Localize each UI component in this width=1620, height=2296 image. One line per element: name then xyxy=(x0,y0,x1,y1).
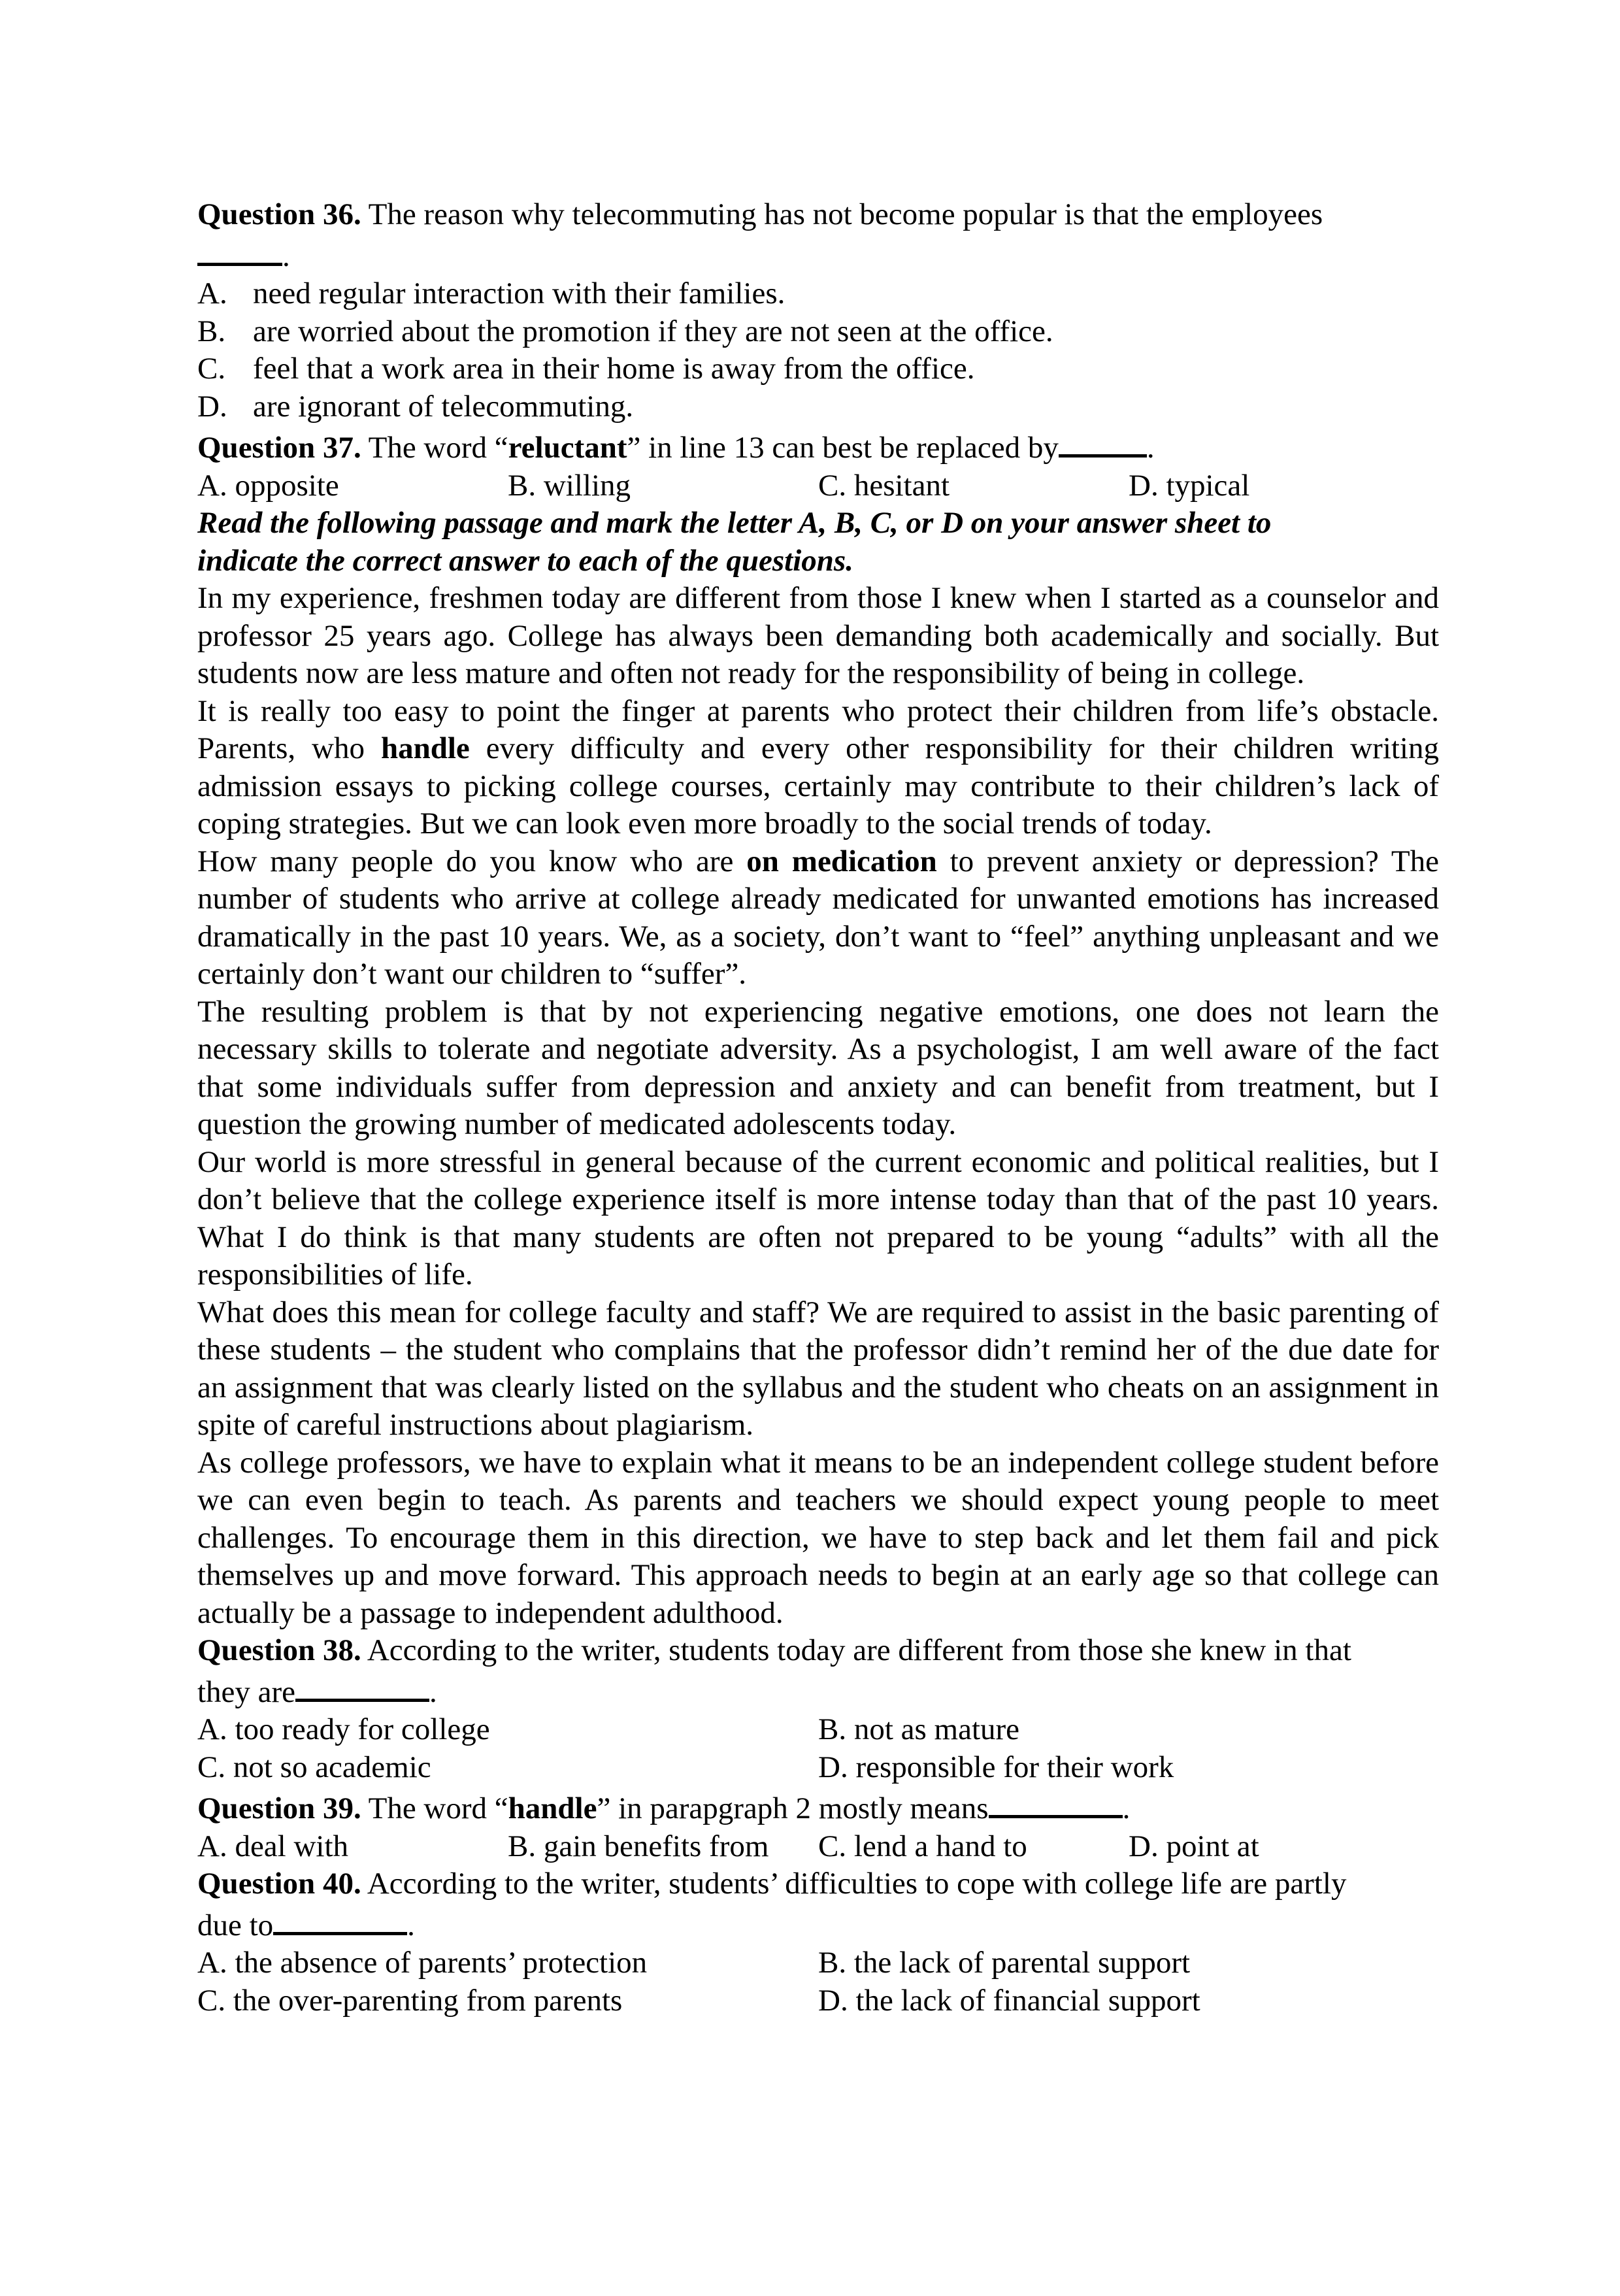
reading-passage xyxy=(197,580,1439,1632)
question-39-stem xyxy=(197,1786,1439,1828)
option-c[interactable]: C. not so academic xyxy=(197,1750,431,1784)
passage-paragraph-1: In my experience, freshmen today are different from those I knew when I started as a counselor and professor 25 years ago. College has always been demanding both academically and socially. But students now are less mature and often not ready for the responsibility of being in college. xyxy=(197,581,1439,690)
option-d[interactable] xyxy=(197,388,1439,426)
question-text: ” in parapgraph 2 mostly means xyxy=(597,1791,989,1825)
highlighted-phrase: on medication xyxy=(746,844,937,878)
option-a[interactable]: A. the absence of parents’ protection xyxy=(197,1946,648,1980)
period: . xyxy=(407,1908,415,1942)
option-letter: D. xyxy=(197,389,227,424)
exam-page xyxy=(197,196,1439,2020)
option-b[interactable]: B. gain benefits from xyxy=(508,1829,769,1863)
question-label: Question 39. xyxy=(197,1791,361,1825)
option-a[interactable]: A. too ready for college xyxy=(197,1712,490,1746)
options-row xyxy=(197,1711,1439,1749)
option-c[interactable]: C. hesitant xyxy=(818,468,950,503)
options-row xyxy=(197,1749,1439,1787)
question-36-stem xyxy=(197,196,1439,234)
question-40-stem-cont xyxy=(197,1903,1439,1945)
question-40 xyxy=(197,1865,1439,2020)
answer-blank xyxy=(989,1786,1123,1818)
options-row xyxy=(197,1982,1439,2020)
option-text: are ignorant of telecommuting. xyxy=(253,389,634,424)
option-a[interactable]: A. opposite xyxy=(197,468,339,503)
option-c[interactable]: C. the over-parenting from parents xyxy=(197,1983,623,2018)
option-text: need regular interaction with their families. xyxy=(253,276,785,310)
question-label: Question 38. xyxy=(197,1633,361,1667)
keyword: reluctant xyxy=(508,431,627,465)
passage-paragraph-2 xyxy=(197,693,1439,843)
question-37 xyxy=(197,425,1439,505)
instructions-line: indicate the correct answer to each of the questions. xyxy=(197,543,853,578)
paragraph-text: to prevent anxiety or depression? The number of students who arrive at college already medicated for unwanted emotions has increased dramatically in the past 10 years. We, as a society, don’t want to “feel” anything unpleasant and we certainly don’t want our children to “suffer”. xyxy=(197,844,1439,991)
question-text: they are xyxy=(197,1674,296,1709)
answer-blank xyxy=(273,1903,407,1935)
period: . xyxy=(1146,431,1155,465)
option-a[interactable]: A. deal with xyxy=(197,1829,349,1863)
paragraph-text: How many people do you know who are xyxy=(197,844,747,878)
option-c[interactable] xyxy=(197,350,1439,388)
keyword: handle xyxy=(508,1791,597,1825)
question-label: Question 37. xyxy=(197,431,361,465)
question-36 xyxy=(197,196,1439,425)
question-38-stem-cont xyxy=(197,1670,1439,1712)
question-text: The reason why telecommuting has not become popular is that the employees xyxy=(361,197,1323,231)
passage-instructions xyxy=(197,505,1439,580)
question-38 xyxy=(197,1632,1439,1786)
instructions-line: Read the following passage and mark the letter A, B, C, or D on your answer sheet to xyxy=(197,506,1272,540)
option-b[interactable]: B. the lack of parental support xyxy=(818,1946,1191,1980)
answer-blank xyxy=(197,234,282,266)
option-text: feel that a work area in their home is away from the office. xyxy=(253,352,975,386)
options-row xyxy=(197,467,1439,505)
passage-paragraph-4: The resulting problem is that by not experiencing negative emotions, one does not learn the necessary skills to tolerate and negotiate adversity. As a psychologist, I am well aware of the fact that some individuals suffer from depression and anxiety and can benefit from treatment, but I question the growing number of medicated adolescents today. xyxy=(197,994,1439,1141)
options-row xyxy=(197,1944,1439,1982)
option-d[interactable]: D. typical xyxy=(1129,468,1250,503)
paragraph-text: every difficulty and every other responsibility for their children writing admission essays to picking college courses, certainly may contribute to their children’s lack of coping strategies. But we can look even more broadly to the social trends of today. xyxy=(197,731,1439,840)
question-40-stem xyxy=(197,1865,1439,1903)
answer-blank xyxy=(295,1670,429,1702)
question-text: The word “ xyxy=(361,431,508,465)
option-text: are worried about the promotion if they are not seen at the office. xyxy=(253,314,1053,348)
period: . xyxy=(1122,1791,1131,1825)
option-b[interactable]: B. not as mature xyxy=(818,1712,1020,1746)
options-row xyxy=(197,1828,1439,1866)
highlighted-word: handle xyxy=(380,731,470,765)
question-38-stem xyxy=(197,1632,1439,1670)
question-37-stem xyxy=(197,425,1439,467)
question-text: According to the writer, students today are different from those she knew in that xyxy=(361,1633,1351,1667)
period: . xyxy=(429,1674,437,1709)
question-39 xyxy=(197,1786,1439,1865)
option-c[interactable]: C. lend a hand to xyxy=(818,1829,1027,1863)
option-a[interactable] xyxy=(197,275,1439,313)
passage-paragraph-5: Our world is more stressful in general because of the current economic and political realities, but I don’t believe that the college experience itself is more intense today than that of the past 10 years. What I do think is that many students are often not prepared to be young “adults” with all the responsibilities of life. xyxy=(197,1144,1439,1291)
answer-blank-line xyxy=(197,234,1439,276)
answer-blank xyxy=(1059,425,1147,458)
question-text: due to xyxy=(197,1908,274,1942)
question-label: Question 40. xyxy=(197,1867,361,1901)
passage-paragraph-3 xyxy=(197,843,1439,993)
option-letter: B. xyxy=(197,314,226,348)
option-d[interactable]: D. responsible for their work xyxy=(818,1750,1174,1784)
paragraph-text: It is really too easy to point the finger at parents who protect their children from life’s obstacle. Parents, who xyxy=(197,693,1439,765)
option-b[interactable] xyxy=(197,313,1439,351)
option-letter: C. xyxy=(197,352,226,386)
passage-paragraph-7: As college professors, we have to explain what it means to be an independent college student before we can even begin to teach. As parents and teachers we should expect young people to meet challenges. To encourage them in this direction, we have to step back and let them fail and pick themselves up and move forward. This approach needs to begin at an early age so that college can actually be a passage to independent adulthood. xyxy=(197,1445,1439,1630)
option-d[interactable]: D. the lack of financial support xyxy=(818,1983,1200,2018)
option-letter: A. xyxy=(197,276,227,310)
option-d[interactable]: D. point at xyxy=(1129,1829,1259,1863)
question-text: The word “ xyxy=(361,1791,508,1825)
question-text: ” in line 13 can best be replaced by xyxy=(627,431,1059,465)
period: . xyxy=(282,239,290,273)
question-label: Question 36. xyxy=(197,197,361,231)
option-b[interactable]: B. willing xyxy=(508,468,631,503)
question-text: According to the writer, students’ difficulties to cope with college life are partly xyxy=(361,1867,1347,1901)
passage-paragraph-6: What does this mean for college faculty and staff? We are required to assist in the basic parenting of these students – the student who complains that the professor didn’t remind her of the due date for an assignment that was clearly listed on the syllabus and the student who cheats on an assignment in spite of careful instructions about plagiarism. xyxy=(197,1295,1439,1442)
